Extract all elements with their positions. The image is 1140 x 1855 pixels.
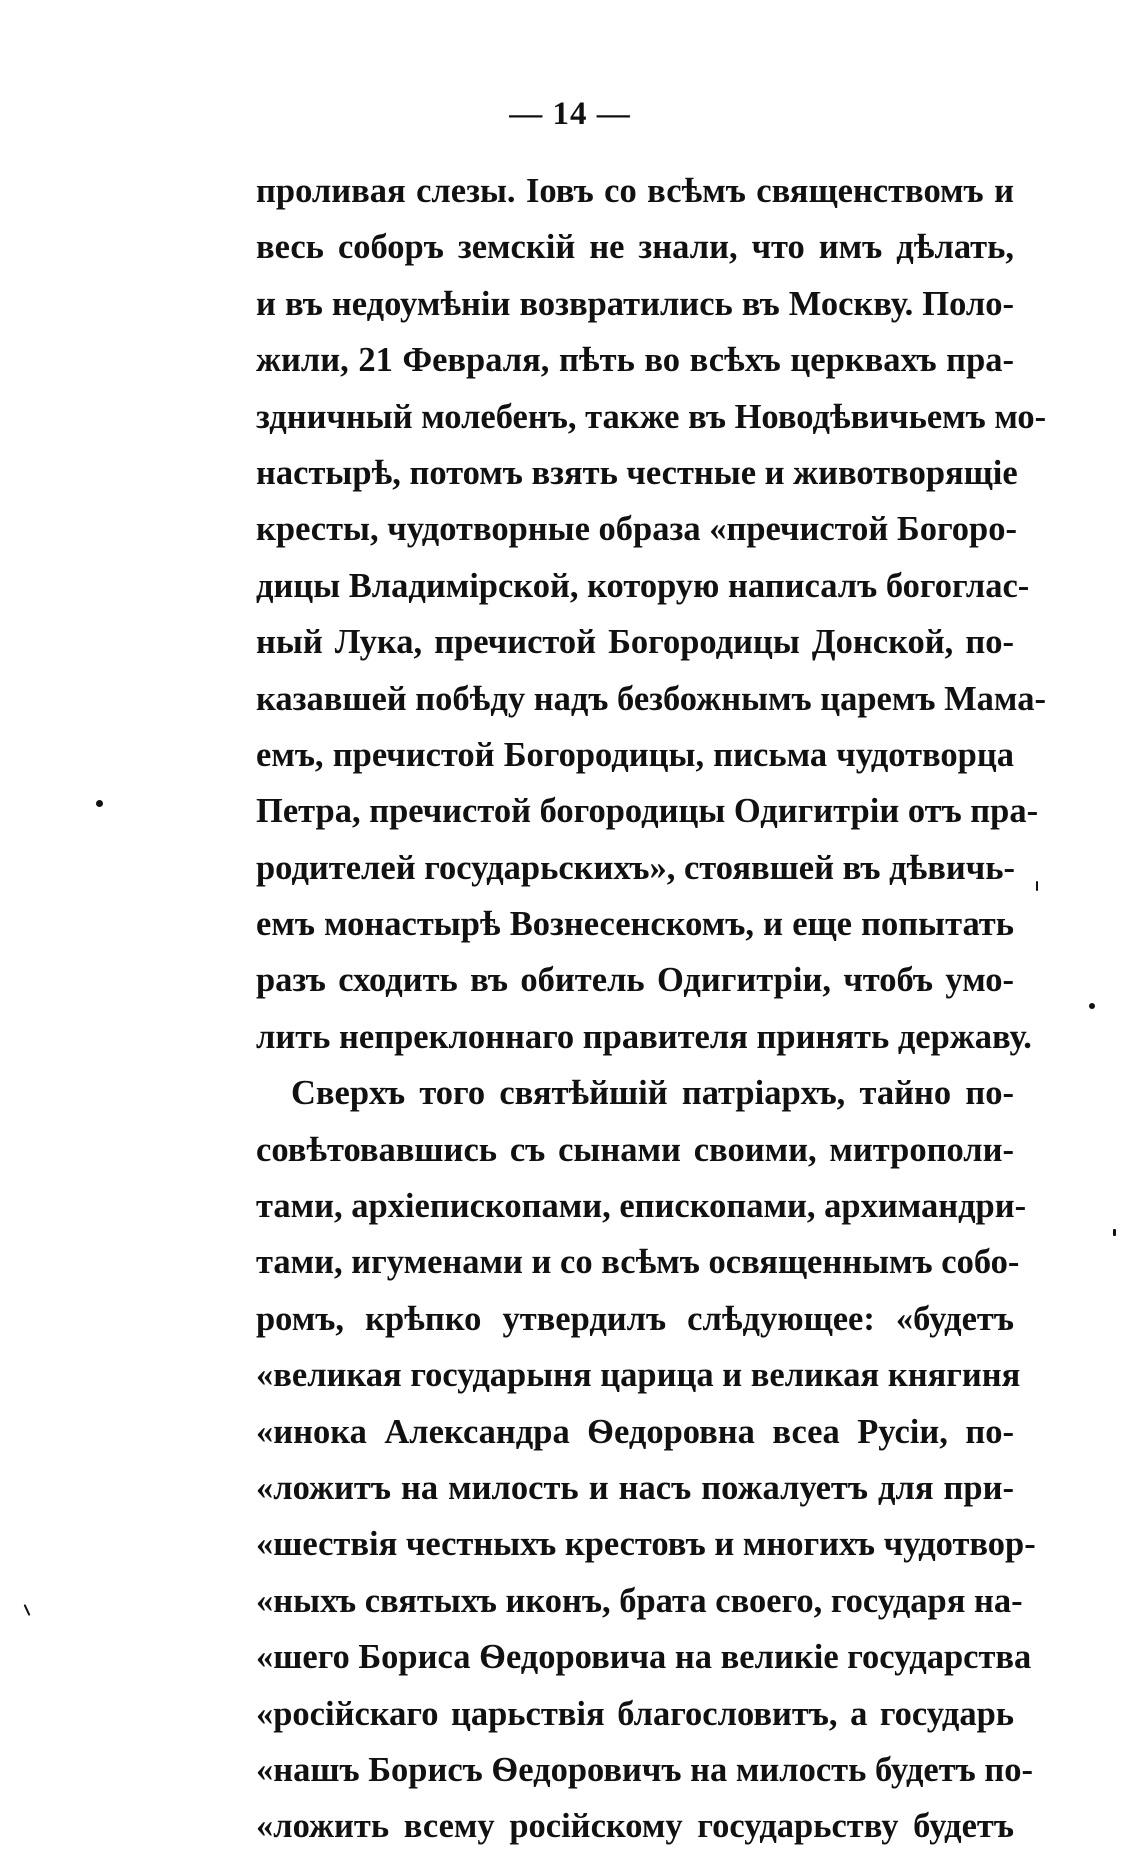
text-line: «ложить всему російскому государьству будетъ <box>256 1807 1014 1846</box>
text-line: лить непреклоннаго правителя принять державу. <box>256 1017 1032 1056</box>
scan-speck <box>1036 881 1038 891</box>
text-line: тами, игуменами и со всѣмъ освященнымъ собо- <box>256 1243 1020 1282</box>
text-line: «ложитъ на милость и насъ пожалуетъ для при- <box>256 1468 1014 1507</box>
text-line: и въ недоумѣніи возвратились въ Москву. Поло- <box>256 284 1014 323</box>
text-line: дицы Владимірской, которую написалъ богоглас- <box>256 566 1030 605</box>
text-line: разъ сходить въ обитель Одигитріи, чтобъ умо- <box>256 961 1014 1000</box>
text-line: совѣтовавшись съ сынами своими, митрополи- <box>256 1130 1014 1169</box>
text-line: «шего Бориса Ѳедоровича на великіе государства <box>256 1638 1032 1677</box>
text-line: проливая слезы. Іовъ со всѣмъ священствомъ и <box>256 172 1014 210</box>
text-line: казавшей побѣду надъ безбожнымъ царемъ Мама- <box>256 679 1046 718</box>
text-line: ромъ, крѣпко утвердилъ слѣдующее: «будетъ <box>256 1299 1014 1338</box>
text-line: ный Лука, пречистой Богородицы Донской, по- <box>256 623 1014 662</box>
text-line: тами, архіепископами, епископами, архимандри- <box>256 1187 1027 1226</box>
text-line: емъ, пречистой Богородицы, письма чудотворца <box>256 735 1014 774</box>
text-line: здничный молебенъ, также въ Новодѣвичьемъ мо- <box>256 397 1047 436</box>
page-number: — 14 — <box>509 96 631 132</box>
text-line: родителей государьскихъ», стоявшей въ дѣвичь- <box>256 848 1015 887</box>
text-line: «инока Александра Ѳедоровна всеа Русіи, по- <box>256 1412 1014 1451</box>
text-line: жили, 21 Февраля, пѣть во всѣхъ церквахъ пра- <box>256 341 1014 380</box>
text-line: Петра, пречистой богородицы Одигитріи отъ пра- <box>256 792 1039 831</box>
text-line: «російскаго царьствія благословитъ, а государь <box>256 1694 1014 1733</box>
text-line: «шествія честныхъ крестовъ и многихъ чудотвор- <box>256 1525 1036 1564</box>
scan-speck <box>96 800 103 807</box>
text-line: Сверхъ того святѣйшій патріархъ, тайно по- <box>291 1074 1014 1113</box>
scan-speck <box>1089 1003 1095 1009</box>
text-line: «великая государыня царица и великая княгиня <box>256 1356 1021 1395</box>
text-line: «нашъ Борисъ Ѳедоровичъ на милость будетъ по- <box>256 1750 1034 1789</box>
scan-speck <box>24 1604 31 1616</box>
text-line: настырѣ, потомъ взять честные и животворящіе <box>256 453 1018 492</box>
text-line: весь соборъ земскій не знали, что имъ дѣлать, <box>256 228 1014 267</box>
text-line: емъ монастырѣ Вознесенскомъ, и еще попытать <box>256 905 1014 944</box>
text-line: кресты, чудотворные образа «пречистой Богоро- <box>256 510 1017 549</box>
scan-speck <box>1113 1229 1116 1236</box>
text-line: «ныхъ святыхъ иконъ, брата своего, государя на- <box>256 1581 1023 1620</box>
body-text <box>256 163 1047 1855</box>
